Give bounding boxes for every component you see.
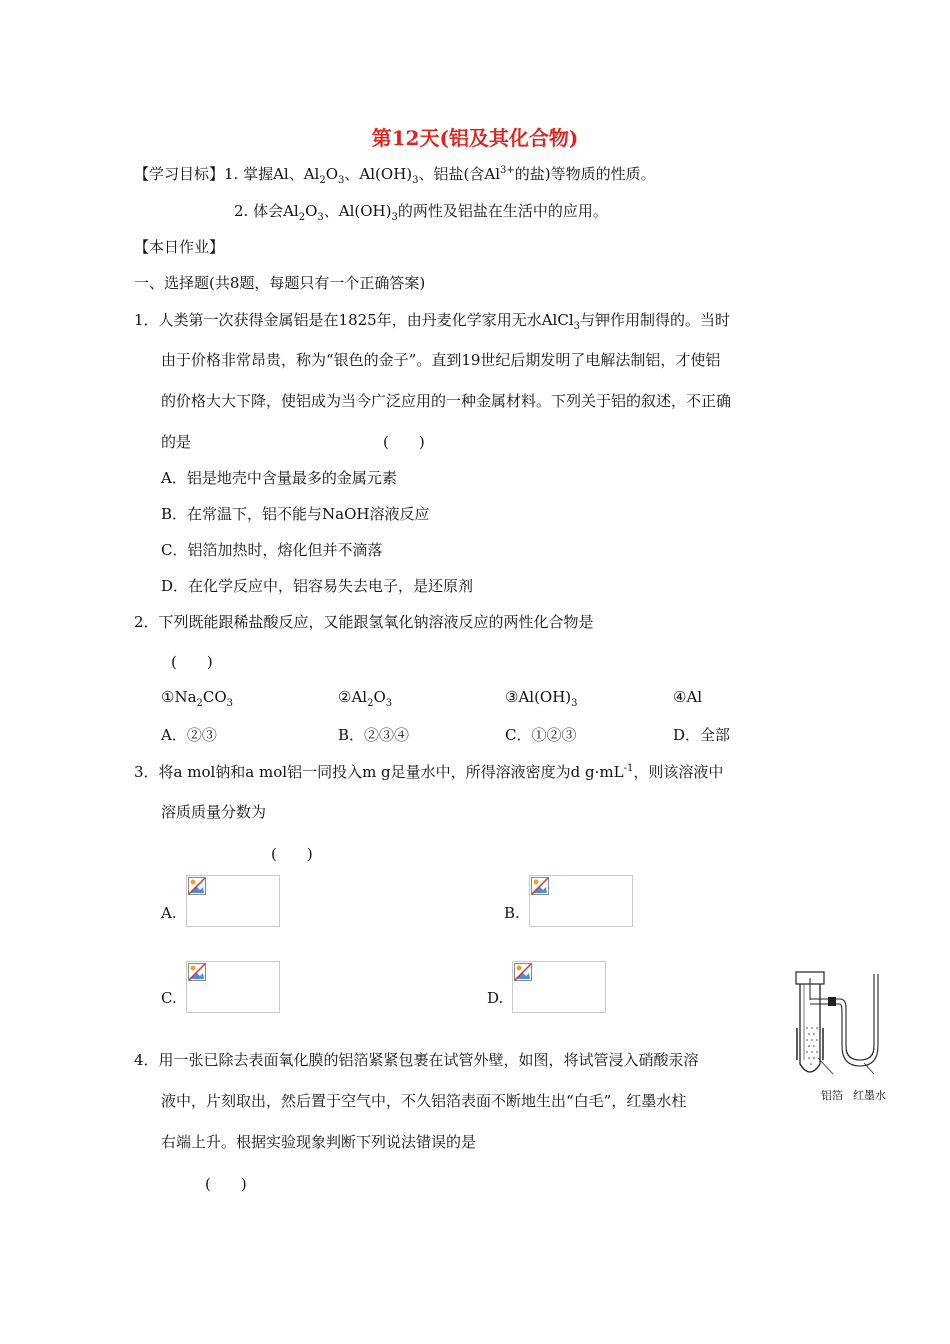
q2-option-c: C．①②③ bbox=[505, 726, 577, 744]
section-label: 一、选择题(共8题，每题只有一个正确答案) bbox=[134, 274, 426, 292]
q2-answer-paren: ( ) bbox=[171, 653, 213, 671]
goals-label: 【学习目标】 bbox=[134, 165, 225, 183]
learning-goal-1: 【学习目标】1. 掌握Al、$Al_2O_3$、$Al(OH)_3$、铝盐(含$Al^{3+}$的盐)等物质的性质。 bbox=[134, 165, 656, 186]
learning-goal-2: 2. 体会$Al_2O_3$、$Al(OH)_3$的两性及铝盐在生活中的应用。 bbox=[234, 202, 608, 223]
q4-line-2: 液中，片刻取出，然后置于空气中，不久铝箔表面不断地生出“白毛”，红墨水柱 bbox=[161, 1092, 687, 1110]
q1-option-a: A．铝是地壳中含量最多的金属元素 bbox=[161, 469, 397, 487]
q2-item-4: ④Al bbox=[673, 688, 703, 706]
q3-option-d-label: D. bbox=[487, 989, 504, 1007]
q2-option-a: A．②③ bbox=[161, 726, 217, 744]
q1-line-4: 的是 bbox=[161, 433, 192, 451]
q3-option-b-label: B. bbox=[504, 904, 520, 922]
broken-image-icon bbox=[188, 963, 206, 981]
q2-option-b: B．②③④ bbox=[338, 726, 410, 744]
broken-image-icon bbox=[514, 963, 532, 981]
q2-item-1: $①Na_2CO_3$ bbox=[161, 688, 234, 709]
test-tube-apparatus-figure bbox=[788, 968, 898, 1088]
broken-image-icon bbox=[531, 877, 549, 895]
q3-answer-paren: ( ) bbox=[271, 845, 313, 863]
q3-line-1: 3．将a mol钠和a mol铝一同投入m g足量水中，所得溶液密度为d $g\cdot mL^{-1}$，则该溶液中 bbox=[134, 763, 724, 781]
q4-answer-paren: ( ) bbox=[205, 1175, 247, 1193]
q1-option-b: B．在常温下，铝不能与NaOH溶液反应 bbox=[161, 505, 430, 523]
q4-line-1: 4．用一张已除去表面氧化膜的铝箔紧紧包裹在试管外壁，如图，将试管浸入硝酸汞溶 bbox=[134, 1051, 699, 1069]
page-title: 第12天(铝及其化合物) bbox=[371, 126, 579, 150]
q1-line-1: 1．人类第一次获得金属铝是在1825年，由丹麦化学家用无水AlCl$_3$与钾作用制得的。当时 bbox=[134, 311, 731, 332]
broken-image-icon bbox=[188, 877, 206, 895]
q3-option-a-image bbox=[186, 875, 280, 927]
q2-option-d: D．全部 bbox=[673, 726, 731, 744]
figure-label-red-ink: 红墨水 bbox=[853, 1089, 886, 1102]
q3-option-a-label: A. bbox=[161, 904, 177, 922]
q3-line-2: 溶质质量分数为 bbox=[161, 803, 267, 821]
q3-option-d-image bbox=[512, 961, 606, 1013]
q1-answer-paren: ( ) bbox=[383, 433, 425, 451]
q3-option-c-label: C. bbox=[161, 989, 177, 1007]
q3-option-c-image bbox=[186, 961, 280, 1013]
q4-line-3: 右端上升。根据实验现象判断下列说法错误的是 bbox=[161, 1133, 477, 1151]
q1-option-c: C．铝箔加热时，熔化但并不滴落 bbox=[161, 541, 383, 559]
q2-item-2: $②Al_2O_3$ bbox=[338, 688, 393, 709]
q2-line-1: 2．下列既能跟稀盐酸反应，又能跟氢氧化钠溶液反应的两性化合物是 bbox=[134, 613, 594, 631]
q3-option-b-image bbox=[529, 875, 633, 927]
figure-label-foil: 铝箔 bbox=[821, 1089, 843, 1102]
q2-item-3: $③Al(OH)_3$ bbox=[505, 688, 578, 709]
q1-line-2: 由于价格非常昂贵，称为“银色的金子”。直到19世纪后期发明了电解法制铝，才使铝 bbox=[161, 351, 721, 369]
q1-option-d: D．在化学反应中，铝容易失去电子，是还原剂 bbox=[161, 577, 474, 595]
q1-line-3: 的价格大大下降，使铝成为当今广泛应用的一种金属材料。下列关于铝的叙述，不正确 bbox=[161, 392, 732, 410]
homework-label: 【本日作业】 bbox=[134, 238, 225, 256]
